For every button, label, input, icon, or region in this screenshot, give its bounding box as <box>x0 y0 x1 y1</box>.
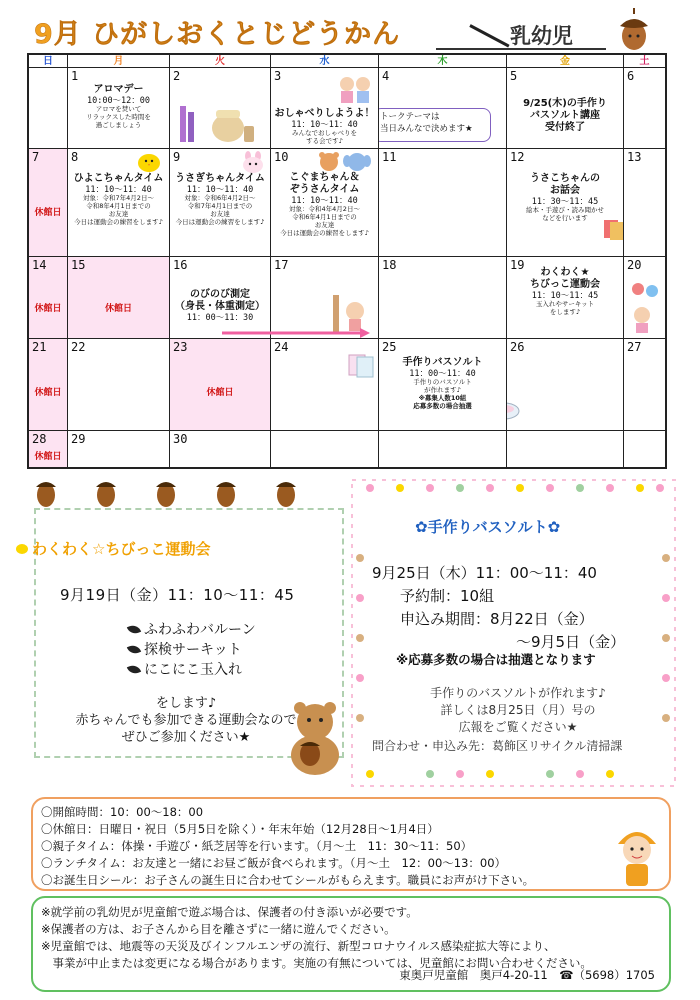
bathsalt-capacity: 予約制：10組 <box>400 587 495 605</box>
day-number: 17 <box>274 258 289 272</box>
event-nobinobi <box>170 289 270 323</box>
day-number: 23 <box>173 340 188 354</box>
event-time: 11：10〜11：40 <box>186 185 254 195</box>
calendar-weekday-header <box>29 55 665 68</box>
day-number: 25 <box>382 340 397 354</box>
day-number: 2 <box>173 69 181 83</box>
day-cell-24 <box>271 339 379 430</box>
undokai-item-text: ふわふわバルーン <box>144 622 256 638</box>
bubble-line: トークテーマは <box>380 112 440 122</box>
calendar <box>27 53 667 469</box>
leaf-icon <box>127 663 141 676</box>
bear-holding-acorn-icon <box>280 700 350 775</box>
day-number: 26 <box>510 340 525 354</box>
undokai-item <box>128 640 256 660</box>
page-subtitle: 乳幼児 <box>510 24 573 48</box>
event-bathsalt-closed <box>507 98 623 134</box>
event-time: 11：30〜11：45 <box>531 197 599 207</box>
day-cell-14 <box>29 257 68 338</box>
event-desc: お友達 <box>314 220 335 229</box>
event-title: ちびっこ運動会 <box>530 279 600 290</box>
bathsalt-lottery-note: ※応募多数の場合は抽選となります <box>396 652 596 667</box>
day-cell-18 <box>379 257 507 338</box>
notice-line: 事業が中止または変更になる場合があります。実施の有無については、児童館にお問い合わせください。 <box>41 956 592 970</box>
day-cell-29 <box>68 431 170 467</box>
undokai-title-text: わくわく☆ちびっこ運動会 <box>32 540 211 558</box>
flower-icon: ✿ <box>547 518 561 536</box>
closed-label: 休館日 <box>34 304 62 314</box>
calendar-week-1 <box>29 68 665 149</box>
day-number: 28 <box>32 432 47 446</box>
event-desc: アロマを焚いて <box>95 105 142 114</box>
event-desc: する会です♪ <box>306 136 343 145</box>
bathsalt-title <box>415 516 560 537</box>
day-cell-19 <box>507 257 624 338</box>
facility-info-box <box>31 797 671 891</box>
closed-label: 休館日 <box>104 304 132 314</box>
event-title: （身長・体重測定） <box>175 301 265 312</box>
day-cell-26 <box>507 339 624 430</box>
talk-theme-bubble <box>379 108 491 142</box>
day-cell-8 <box>68 149 170 256</box>
day-cell-17 <box>271 257 379 338</box>
day-cell-23 <box>170 339 271 430</box>
closed-label: 休館日 <box>206 388 234 398</box>
event-title: こぐまちゃん＆ <box>289 172 360 183</box>
day-cell-1 <box>68 68 170 148</box>
event-time: 10:00〜12：00 <box>86 96 151 106</box>
day-cell-empty <box>29 68 68 148</box>
undokai-note-line: 赤ちゃんでも参加できる運動会なので <box>75 713 297 728</box>
event-desc: 今日は運動会の練習をします♪ <box>74 217 163 226</box>
bathsalt-contact: 問合わせ・申込み先：葛飾区リサイクル清掃課 <box>372 739 623 753</box>
event-title: わくわく★ <box>540 267 590 278</box>
closed-label: 休館日 <box>34 452 62 462</box>
kids-balloon-icon <box>628 281 662 335</box>
event-oshaberi <box>271 108 378 146</box>
bubble-line: 当日みんなで決めます★ <box>380 123 473 134</box>
day-cell-10 <box>271 149 379 256</box>
event-usagi <box>170 173 270 226</box>
event-undokai <box>507 267 623 317</box>
day-number: 24 <box>274 340 289 354</box>
day-number: 13 <box>627 150 642 164</box>
flower-icon: ✿ <box>415 518 428 536</box>
salt-bowl-icon <box>507 399 521 425</box>
event-line: バスソルト講座 <box>530 110 600 121</box>
day-cell-7 <box>29 149 68 256</box>
event-desc: お友達 <box>210 209 230 218</box>
day-number: 1 <box>71 69 79 83</box>
event-desc: 対象：令和6年4月2日〜 <box>184 194 256 203</box>
facility-contact: 東奥戸児童館 奥戸4-20-11 ☎（5698）1705 <box>399 968 655 982</box>
day-number: 22 <box>71 340 86 354</box>
notice-line: ※保護者の方は、お子さんから目を離さずに一緒に遊んでください。 <box>41 922 396 936</box>
day-number: 3 <box>274 69 282 83</box>
day-cell-13 <box>624 149 665 256</box>
event-title: ぞうさんタイム <box>289 184 360 195</box>
bathsalt-title-text: 手作りバスソルト <box>427 518 548 536</box>
weekday-sun: 日 <box>29 55 68 67</box>
calendar-week-2 <box>29 149 665 257</box>
event-title: のびのび測定 <box>190 289 250 300</box>
weekday-mon: 月 <box>68 55 170 67</box>
undokai-items <box>128 620 256 680</box>
day-cell-11 <box>379 149 507 256</box>
header-underline <box>436 48 606 50</box>
weekday-thu: 木 <box>379 55 507 67</box>
event-desc: ※募集人数10組 <box>418 393 467 402</box>
event-desc: 対象：令和4年4月2日〜 <box>289 205 360 214</box>
day-cell-22 <box>68 339 170 430</box>
bathsalt-date: 9月25日（木）11：00〜11：40 <box>372 564 597 582</box>
day-number: 7 <box>32 150 40 164</box>
notice-box <box>31 896 671 992</box>
event-time: 11：00〜11：30 <box>186 313 254 323</box>
event-title: うさこちゃんの <box>530 173 600 184</box>
bear-elephant-icon <box>317 151 373 171</box>
day-cell-5 <box>507 68 624 148</box>
event-desc: が作れます♪ <box>424 385 461 394</box>
event-desc: 今日は運動会の練習をします♪ <box>280 228 369 237</box>
day-number: 14 <box>32 258 47 272</box>
event-desc: などを行います <box>542 213 588 222</box>
calendar-week-4 <box>29 339 665 431</box>
event-koguma <box>271 172 378 237</box>
day-cell-3 <box>271 68 379 148</box>
calendar-week-5 <box>29 431 665 467</box>
day-number: 27 <box>627 340 642 354</box>
undokai-item <box>128 660 256 680</box>
page-title: 9月 ひがしおくとじどうかん <box>34 19 401 50</box>
day-number: 29 <box>71 432 86 446</box>
day-number: 19 <box>510 258 525 272</box>
event-hiyoko <box>68 173 169 226</box>
event-line: 受付終了 <box>545 122 585 133</box>
weekday-fri: 金 <box>507 55 624 67</box>
undokai-note <box>56 695 316 746</box>
day-number: 5 <box>510 69 518 83</box>
day-number: 16 <box>173 258 188 272</box>
event-desc: をします♪ <box>549 307 581 316</box>
event-desc: 絵本・手遊び・読み聞かせ <box>526 206 604 215</box>
event-ohanashikai <box>507 173 623 223</box>
day-number: 8 <box>71 150 79 164</box>
day-cell-empty <box>507 431 624 467</box>
event-desc: 対象：令和7年4月2日〜 <box>83 194 154 203</box>
event-time: 11：00〜11：40 <box>409 369 476 379</box>
event-desc: リラックスした時間を <box>86 112 151 121</box>
day-cell-16 <box>170 257 271 338</box>
day-cell-empty <box>379 431 507 467</box>
undokai-note-line: をします♪ <box>155 696 217 711</box>
event-title: ひよこちゃんタイム <box>73 173 164 184</box>
aroma-pot-icon <box>180 98 260 146</box>
day-cell-30 <box>170 431 271 467</box>
event-aroma <box>68 84 169 130</box>
info-line-oyako: 〇親子タイム：体操・手遊び・紙芝居等を行います。（月〜土 11：30〜11：50） <box>41 839 473 853</box>
bathsalt-info-line: 手作りのバスソルトが作れます♪ <box>430 686 606 700</box>
day-cell-15 <box>68 257 170 338</box>
weekday-tue: 火 <box>170 55 271 67</box>
day-number: 11 <box>382 150 397 164</box>
event-desc: お友達 <box>108 209 129 218</box>
rabbit-icon <box>240 151 266 173</box>
acorn-row-icon <box>32 475 332 509</box>
event-desc: 令和7年4月1日までの <box>187 201 253 210</box>
closed-label: 休館日 <box>34 208 62 218</box>
bathsalt-bag-icon <box>347 353 375 379</box>
bathsalt-info-line: 広報をご覧ください★ <box>458 720 578 734</box>
event-desc: 令和8年4月1日までの <box>86 201 151 210</box>
event-time: 11：10〜11：40 <box>85 185 152 195</box>
event-desc: 今日は運動会の練習をします♪ <box>175 217 265 226</box>
bathsalt-info-line: 詳しくは8月25日（月）号の <box>440 703 596 717</box>
undokai-date: 9月19日（金）11：10〜11：45 <box>60 586 295 604</box>
event-title: アロマデー <box>93 84 144 95</box>
undokai-item-text: 探検サーキット <box>144 642 242 658</box>
pink-arrow-icon <box>222 328 372 338</box>
day-cell-empty <box>271 431 379 467</box>
day-number: 30 <box>173 432 188 446</box>
event-title: おしゃべりしようよ！ <box>274 108 375 119</box>
info-line-closed: 〇休館日：日曜日・祝日（5月5日を除く）・年末年始（12月28日〜1月4日） <box>41 822 439 836</box>
event-time: 11：10〜11：40 <box>291 120 358 130</box>
weekday-wed: 水 <box>271 55 379 67</box>
weekday-sat: 土 <box>639 56 650 67</box>
undokai-item <box>128 620 256 640</box>
day-cell-25 <box>379 339 507 430</box>
info-line-hours: 〇開館時間：10：00〜18：00 <box>41 805 204 819</box>
undokai-title <box>16 538 210 559</box>
day-cell-4 <box>379 68 507 148</box>
event-line: 9/25(木)の手作り <box>523 98 607 109</box>
leaf-icon <box>127 643 141 656</box>
page-header <box>26 8 666 52</box>
bathsalt-apply-end: 〜9月5日（金） <box>516 633 626 651</box>
picture-book-icon <box>603 217 624 241</box>
acorn-mascot-icon <box>616 8 652 52</box>
day-number: 18 <box>382 258 397 272</box>
acorn-girl-icon <box>612 820 662 890</box>
event-time: 11：10〜11：45 <box>531 291 599 301</box>
day-number: 4 <box>382 69 390 83</box>
event-desc: 手作りのバスソルト <box>413 378 472 387</box>
day-number: 20 <box>627 258 642 272</box>
day-cell-9 <box>170 149 271 256</box>
event-desc: 玉入れやサーキット <box>535 300 595 309</box>
event-desc: 過ごしましょう <box>95 120 142 129</box>
day-number: 15 <box>71 258 86 272</box>
day-cell-2 <box>170 68 271 148</box>
day-cell-6 <box>624 68 665 148</box>
day-number: 10 <box>274 150 289 164</box>
moms-talking-icon <box>335 74 375 104</box>
day-number: 12 <box>510 150 525 164</box>
event-title: うさぎちゃんタイム <box>175 173 265 184</box>
day-cell-27 <box>624 339 665 430</box>
info-line-lunch: 〇ランチタイム：お友達と一緒にお昼ご飯が食べられます。（月〜土 12：00〜13：00） <box>41 856 507 870</box>
event-title: 手作りバスソルト <box>402 357 483 368</box>
event-bathsalt <box>379 357 506 410</box>
bathsalt-info <box>368 685 668 736</box>
day-cell-28 <box>29 431 68 467</box>
event-title: お話会 <box>550 185 580 196</box>
event-desc: 応募多数の場合抽選 <box>413 401 472 410</box>
notice-line: ※児童館では、地震等の天災及びインフルエンザの流行、新型コロナウイルス感染症拡大等により、 <box>41 939 556 953</box>
day-number: 21 <box>32 340 47 354</box>
bathsalt-details <box>372 562 625 654</box>
event-desc: みんなでおしゃべりを <box>292 129 357 138</box>
event-time: 11：10〜11：40 <box>291 196 358 206</box>
chick-icon <box>136 151 162 173</box>
undokai-note-line: ぜひご参加ください★ <box>121 730 251 745</box>
notice-line: ※就学前の乳幼児が児童館で遊ぶ場合は、保護者の付き添いが必要です。 <box>41 905 418 919</box>
bathsalt-apply-period: 申込み期間：8月22日（金） <box>400 610 594 628</box>
leaf-icon <box>127 623 141 636</box>
day-number: 6 <box>627 69 635 83</box>
header-slash <box>469 24 509 47</box>
event-desc: 令和6年4月1日までの <box>292 212 357 221</box>
chick-icon <box>16 544 28 554</box>
day-cell-empty <box>624 431 665 467</box>
day-cell-20 <box>624 257 665 338</box>
info-line-birthday: 〇お誕生日シール：お子さんの誕生日に合わせてシールがもらえます。職員にお声がけ下さい。 <box>41 873 535 887</box>
day-cell-12 <box>507 149 624 256</box>
day-number: 9 <box>173 150 181 164</box>
closed-label: 休館日 <box>34 388 62 398</box>
day-cell-21 <box>29 339 68 430</box>
calendar-week-3 <box>29 257 665 339</box>
undokai-item-text: にこにこ玉入れ <box>144 662 242 678</box>
